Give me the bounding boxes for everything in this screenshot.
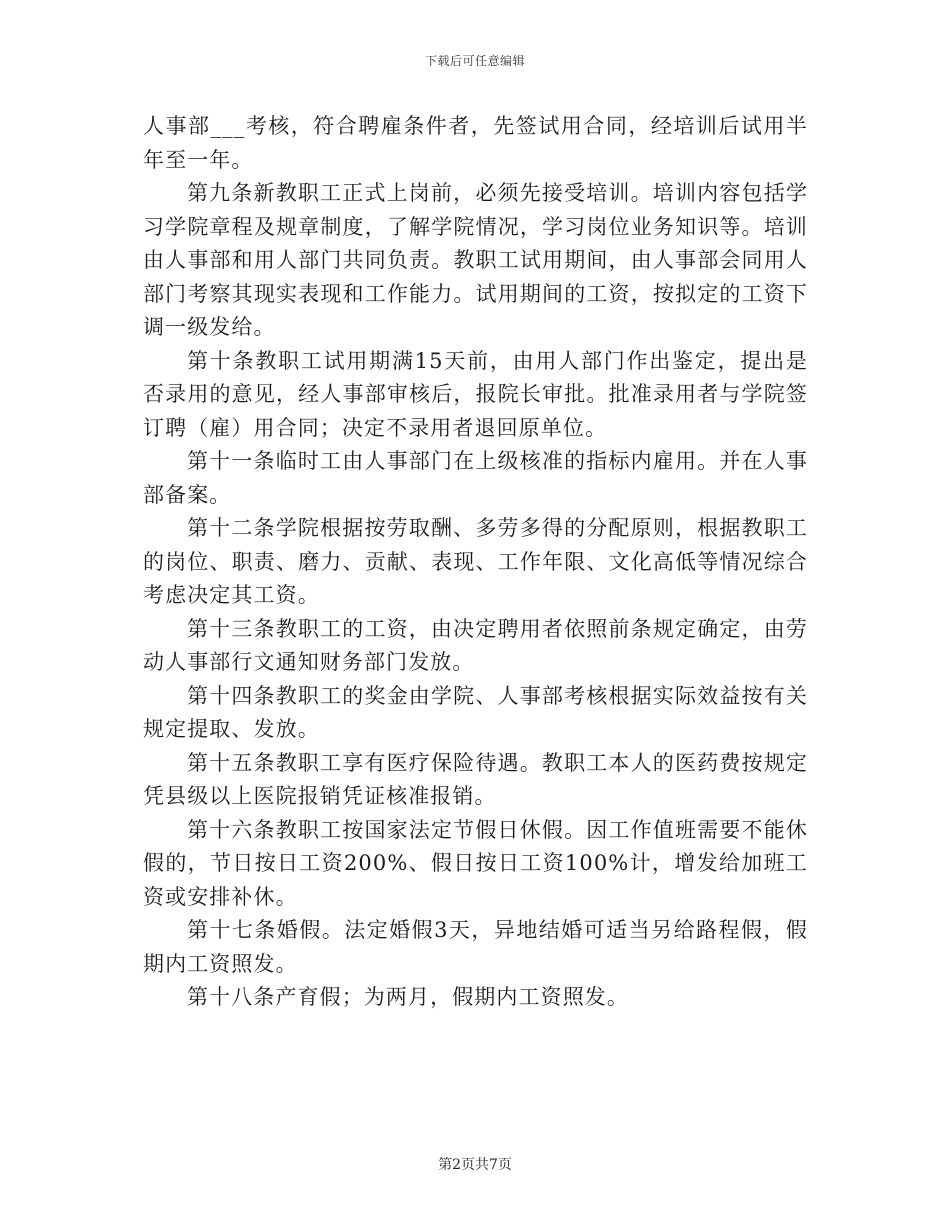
paragraph-article-9: 第九条新教职工正式上岗前，必须先接受培训。培训内容包括学习学院章程及规章制度，了解学院情况，学习岗位业务知识等。培训由人事部和用人部门共同负责。教职工试用期间，由人事部会同用人部门考察其现实表现和工作能力。试用期间的工资，按拟定的工资下调一级发给。 — [143, 181, 808, 339]
paragraph-article-13: 第十三条教职工的工资，由决定聘用者依照前条规定确定，由劳动人事部行文通知财务部门发放。 — [143, 616, 808, 674]
paragraph-article-17: 第十七条婚假。法定婚假3天，异地结婚可适当另给路程假，假期内工资照发。 — [143, 918, 808, 976]
header-note: 下载后可任意编辑 — [424, 54, 525, 68]
paragraph-article-18: 第十八条产育假；为两月，假期内工资照发。 — [187, 985, 629, 1009]
paragraph-article-14: 第十四条教职工的奖金由学院、人事部考核根据实际效益按有关规定提取、发放。 — [143, 683, 808, 741]
paragraph-continuation: 人事部___考核，符合聘雇条件者，先签试用合同，经培训后试用半年至一年。 — [143, 114, 808, 172]
paragraph-article-10: 第十条教职工试用期满15天前，由用人部门作出鉴定，提出是否录用的意见，经人事部审核后，报院长审批。批准录用者与学院签订聘（雇）用合同；决定不录用者退回原单位。 — [143, 348, 808, 440]
paragraph-article-15: 第十五条教职工享有医疗保险待遇。教职工本人的医药费按规定凭县级以上医院报销凭证核准报销。 — [143, 750, 808, 808]
document-body — [143, 110, 808, 1015]
paragraph-article-16: 第十六条教职工按国家法定节假日休假。因工作值班需要不能休假的，节日按日工资200%、假日按日工资100%计，增发给加班工资或安排补休。 — [143, 817, 808, 909]
page-number: 第2页共7页 — [438, 1157, 512, 1173]
paragraph-article-12: 第十二条学院根据按劳取酬、多劳多得的分配原则，根据教职工的岗位、职责、磨力、贡献、表现、工作年限、文化高低等情况综合考虑决定其工资。 — [143, 516, 808, 607]
paragraph-article-11: 第十一条临时工由人事部门在上级核准的指标内雇用。并在人事部备案。 — [143, 449, 808, 507]
